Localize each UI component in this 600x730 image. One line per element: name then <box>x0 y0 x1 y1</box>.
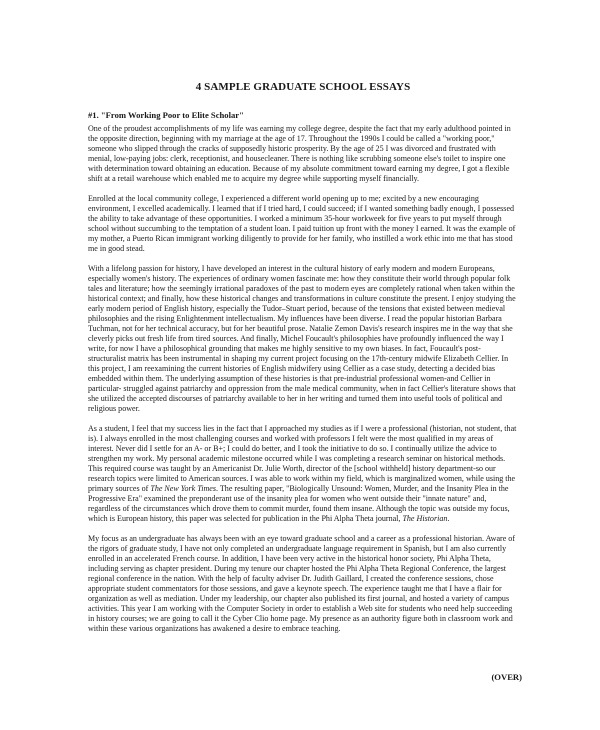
paragraph-4-text: As a student, I feel that my success lies in the fact that I approached my studies as if I were a professional (historian, not student, that is). I always enrolled in the most challenging courses and worked with professors I felt were the most qualified in my areas of interest. Never did I settle for an A- or B+; I could do better, and I took the initiative to do so. I continually utilize the advice to strengthen my work. My personal academic milestone occurred while I was completing a research seminar on historical methods. This required course was taught by an Americanist Dr. Julie Worth, director of the [school withheld] history department-so our research topics were limited to American sources. I was able to work within my field, which is marginalized women, while using the primary sources of <box>88 424 517 493</box>
paragraph-4-text-mid: . The resulting paper, "Biologically Unsound: Women, Murder, and the Insanity Plea in the Progressive Era" examined the preponderant use of the insanity plea for women who went outside their "innate nature" and, regardless of the circumstances which drove them to commit murder, found them insane. Although the topic was outside my focus, which is European history, this paper was selected for publication in the Phi Alpha Theta journal, <box>88 484 510 523</box>
paragraph-4-italic-source: The New York Times <box>150 484 216 493</box>
over-label: (OVER) <box>491 672 522 682</box>
paragraph-4-italic-journal: The Historian <box>402 514 448 523</box>
paragraph-2: Enrolled at the local community college, I experienced a different world opening up to me; excited by a new encouraging environment, I excelled academically. I learned that if I tried hard, I could succeed; if I wanted something badly enough, I possessed the ability to take advantage of these opportunities. I worked a minimum 35-hour workweek for five years to put myself through school without succumbing to the temptation of a student loan. I paid tuition up front with the money I earned. It was the example of my mother, a Puerto Rican immigrant working diligently to provide for her family, who instilled a work ethic into me that has stood me in good stead. <box>88 194 516 253</box>
paragraph-5: My focus as an undergraduate has always been with an eye toward graduate school and a career as a professional historian. Aware of the rigors of graduate study, I have not only completed an undergraduate language requirement in Spanish, but I am also currently enrolled in an accelerated French course. In addition, I have been very active in the historical honor society, Phi Alpha Theta, including serving as chapter president. During my tenure our chapter hosted the Phi Alpha Theta Regional Conference, the largest regional conference in the nation. With the help of faculty adviser Dr. Judith Gaillard, I created the conference sessions, chose appropriate student commentators for those sessions, and gave a keynote speech. The experience taught me that I have a flair for organization as well as mediation. Under my leadership, our chapter also published its first journal, and hosted a variety of campus activities. This year I am working with the Computer Society in order to establish a Web site for students who need help succeeding in history courses; we are going to call it the Cyber Clio home page. My presence as an authority figure both in classroom work and within these various organizations has awakened a desire to embrace teaching. <box>88 534 516 633</box>
paragraph-3: With a lifelong passion for history, I have developed an interest in the cultural history of early modern and modern Europeans, especially women's history. The experiences of ordinary women fascinate me: how they constitute their world through popular folk tales and literature; how the seemingly irrational paradoxes of the past to modern eyes are completely rational when taken within the historical context; and finally, how these historical changes and transformations in culture constitute the present. I enjoy studying the early modern period of English history, especially the Tudor–Stuart period, because of the tensions that existed between medieval philosophies and the rising Enlightenment intellectualism. My influences have been diverse. I read the popular historian Barbara Tuchman, not for her technical accuracy, but for her beautiful prose. Natalie Zemon Davis's research inspires me in the way that she cleverly picks out fresh life from tired sources. And finally, Michel Foucault's philosophies have profoundly influenced the way I write, for now I have a philosophical grounding that makes me highly sensitive to my own biases. In fact, Foucault's post-structuralist matrix has been instrumental in shaping my current project focusing on the 17th-century midwife Elizabeth Cellier. In this project, I am reexamining the current histories of English midwifery using Cellier as a case study, detecting a decided bias embedded within them. The underlying assumption of these histories is that pre-industrial professional women-and Cellier in particular- struggled against patriarchy and oppression from the male medical community, when in fact Cellier's literature shows that she utilized the accepted discourses of patriarchy available to her in her writing and turned them into useful tools of political and religious power. <box>88 264 516 413</box>
paragraph-1: One of the proudest accomplishments of my life was earning my college degree, despite the fact that my early adulthood pointed in the opposite direction, beginning with my marriage at the age of 17. Throughout the 1990s I could be called a "working poor," someone who slipped through the cracks of supposedly historic prosperity. By the age of 25 I was divorced and frustrated with menial, low-paying jobs: clerk, receptionist, and housecleaner. There is nothing like scrubbing someone else's toilet to inspire one with determination toward obtaining an education. Because of my absolute commitment toward earning my degree, I got a flexible shift at a retail warehouse which enabled me to acquire my degree while supporting myself financially. <box>88 124 511 183</box>
document-title: 4 SAMPLE GRADUATE SCHOOL ESSAYS <box>195 81 411 93</box>
essay-heading: #1. "From Working Poor to Elite Scholar" <box>88 110 244 120</box>
paragraph-4 <box>88 424 518 524</box>
paragraph-4-text-end: . <box>447 514 450 523</box>
